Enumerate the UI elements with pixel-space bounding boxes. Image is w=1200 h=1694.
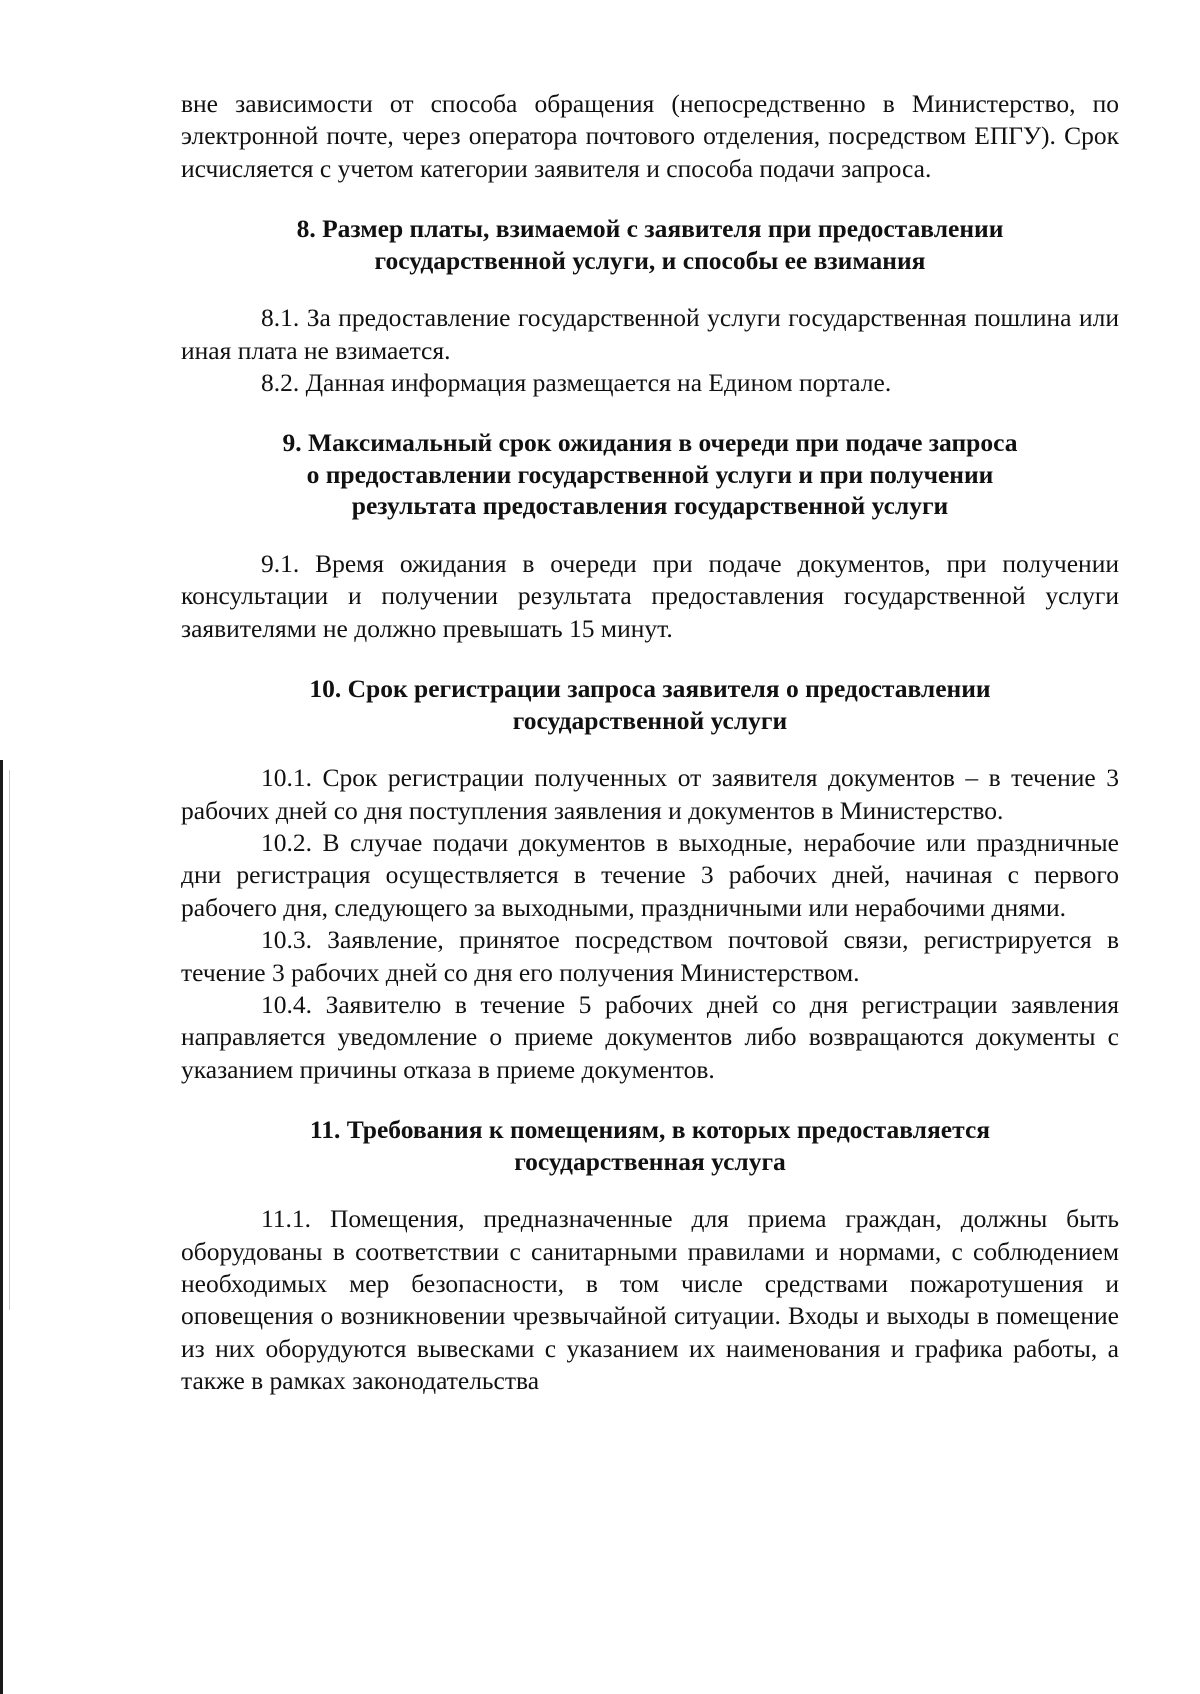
paragraph-8-1: 8.1. За предоставление государственной услуги государственная пошлина или иная плата не взимается. bbox=[181, 303, 1119, 365]
section-8-heading-line-1: 8. Размер платы, взимаемой с заявителя при предоставлении bbox=[296, 214, 1004, 244]
section-10-heading bbox=[181, 673, 1119, 736]
paragraph-10-3: 10.3. Заявление, принятое посредством почтовой связи, регистрируется в течение 3 рабочих дней со дня его получения Министерством. bbox=[181, 925, 1119, 987]
section-11-heading-line-1: 11. Требования к помещениям, в которых предоставляется bbox=[309, 1115, 991, 1145]
section-9-heading bbox=[181, 427, 1119, 522]
section-9-heading-line-3: результата предоставления государственной услуги bbox=[351, 491, 949, 521]
paragraph-11-1: 11.1. Помещения, предназначенные для приема граждан, должны быть оборудованы в соответствии с санитарными правилами и нормами, с соблюдением необходимых мер безопасности, в том числе средствами пожаротушения и оповещения о возникновении чрезвычайной ситуации. Входы и выходы в помещение из них оборудуются вывесками с указанием их наименования и графика работы, а также в рамках законодательства bbox=[181, 1204, 1119, 1396]
intro-paragraph: вне зависимости от способа обращения (непосредственно в Министерство, по электронной почте, через оператора почтового отделения, посредством ЕПГУ). Срок исчисляется с учетом категории заявителя и способа подачи запроса. bbox=[181, 89, 1119, 183]
scan-shadow-line bbox=[9, 770, 10, 1310]
section-10-heading-line-1: 10. Срок регистрации запроса заявителя о предоставлении bbox=[309, 674, 991, 704]
section-8-heading-line-2: государственной услуги, и способы ее взимания bbox=[374, 245, 926, 275]
section-11-heading-line-2: государственная услуга bbox=[514, 1146, 786, 1176]
section-8-heading bbox=[181, 213, 1119, 276]
paragraph-10-2: 10.2. В случае подачи документов в выходные, нерабочие или праздничные дни регистрация осуществляется в течение 3 рабочих дней, начиная с первого рабочего дня, следующего за выходными, праздничными или нерабочими днями. bbox=[181, 827, 1119, 922]
section-10-heading-line-2: государственной услуги bbox=[512, 705, 788, 735]
paragraph-10-1: 10.1. Срок регистрации полученных от заявителя документов – в течение 3 рабочих дней со дня поступления заявления и документов в Министерство. bbox=[181, 763, 1119, 825]
section-11-heading bbox=[181, 1114, 1119, 1177]
document-body bbox=[181, 88, 1119, 1398]
paragraph-9-1: 9.1. Время ожидания в очереди при подаче документов, при получении консультации и получении результата предоставления государственной услуги заявителями не должно превышать 15 минут. bbox=[181, 548, 1119, 643]
section-9-heading-line-1: 9. Максимальный срок ожидания в очереди при подаче запроса bbox=[282, 428, 1018, 458]
paragraph-10-4: 10.4. Заявителю в течение 5 рабочих дней со дня регистрации заявления направляется уведомление о приеме документов либо возвращаются документы с указанием причины отказа в приеме документов. bbox=[181, 990, 1119, 1084]
section-9-heading-line-2: о предоставлении государственной услуги и при получении bbox=[306, 459, 994, 489]
scan-binding-edge bbox=[0, 760, 3, 1694]
paragraph-8-2: 8.2. Данная информация размещается на Едином портале. bbox=[261, 368, 892, 398]
